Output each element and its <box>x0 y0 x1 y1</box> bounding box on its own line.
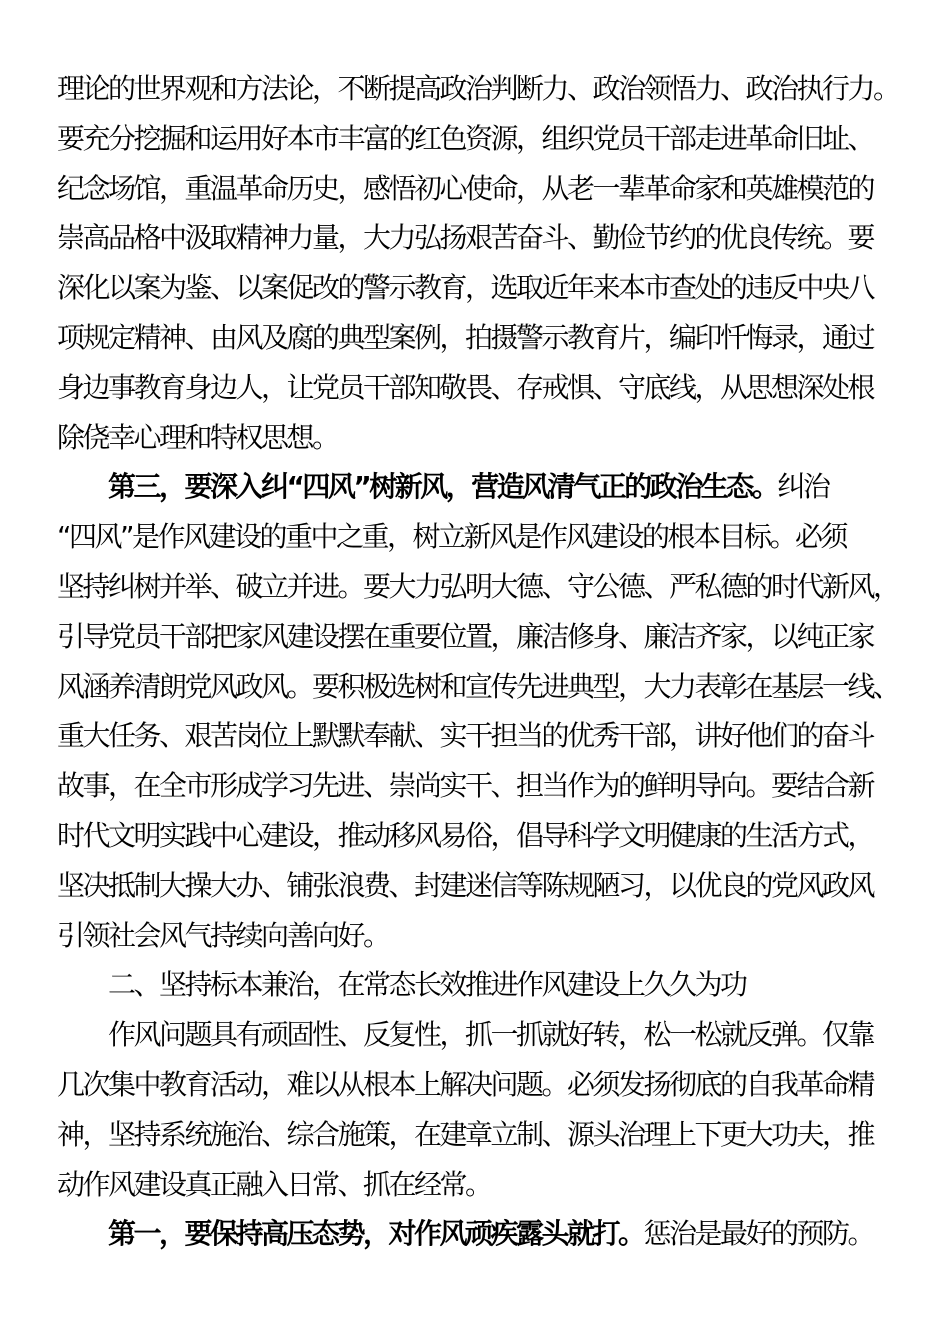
text-line <box>57 213 917 263</box>
text-line <box>57 164 917 214</box>
body-text: 坚决抵制大操大办、铺张浪费、封建迷信等陈规陋习，以优良的党风政风 <box>57 868 874 902</box>
body-text: 神，坚持系统施治、综合施策，在建章立制、源头治理上下更大功夫，推 <box>57 1117 874 1151</box>
body-text: 二、坚持标本兼治，在常态长效推进作风建设上久久为功 <box>108 968 746 1002</box>
body-text: 动作风建设真正融入日常、抓在经常。 <box>57 1167 491 1201</box>
body-text: 故事，在全市形成学习先进、崇尚实干、担当作为的鲜明导向。要结合新 <box>57 769 874 803</box>
heading-text: 第三，要深入纠“四风”树新风，营造风清气正的政治生态。 <box>108 470 778 504</box>
text-line <box>57 1010 917 1060</box>
text-line <box>57 1160 917 1210</box>
body-text: 项规定精神、由风及腐的典型案例，拍摄警示教育片，编印忏悔录，通过 <box>57 320 874 354</box>
text-line <box>57 711 917 761</box>
body-text: 风涵养清朗党风政风。要积极选树和宣传先进典型，大力表彰在基层一线、 <box>57 669 899 703</box>
body-text: 引领社会风气持续向善向好。 <box>57 918 389 952</box>
body-text: 作风问题具有顽固性、反复性，抓一抓就好转，松一松就反弹。仅靠 <box>108 1018 874 1052</box>
text-line <box>57 1209 917 1259</box>
text-line <box>57 363 917 413</box>
heading-text: 第一，要保持高压态势，对作风顽疾露头就打。 <box>108 1217 644 1251</box>
body-text: 身边事教育身边人，让党员干部知敬畏、存戒惧、守底线，从思想深处根 <box>57 370 874 404</box>
text-line <box>57 64 917 114</box>
body-text: 纪念场馆，重温革命历史，感悟初心使命，从老一辈革命家和英雄模范的 <box>57 171 874 205</box>
text-line <box>57 413 917 463</box>
body-text: 要充分挖掘和运用好本市丰富的红色资源，组织党员干部走进革命旧址、 <box>57 121 874 155</box>
text-line <box>57 811 917 861</box>
body-text: 理论的世界观和方法论，不断提高政治判断力、政治领悟力、政治执行力。 <box>57 72 899 105</box>
body-text: 几次集中教育活动，难以从根本上解决问题。必须发扬彻底的自我革命精 <box>57 1067 874 1101</box>
text-line <box>57 562 917 612</box>
text-line <box>57 512 917 562</box>
body-text: 坚持纠树并举、破立并进。要大力弘明大德、守公德、严私德的时代新风， <box>57 569 899 603</box>
text-line <box>57 911 917 961</box>
body-text: 时代文明实践中心建设，推动移风易俗，倡导科学文明健康的生活方式， <box>57 818 874 852</box>
body-text: 崇高品格中汲取精神力量，大力弘扬艰苦奋斗、勤俭节约的优良传统。要 <box>57 221 874 255</box>
body-text: 引导党员干部把家风建设摆在重要位置，廉洁修身、廉洁齐家，以纯正家 <box>57 619 874 653</box>
text-line <box>57 761 917 811</box>
body-text: 惩治是最好的预防。 <box>643 1217 874 1251</box>
body-text: 纠治 <box>777 470 829 504</box>
text-line <box>57 1060 917 1110</box>
text-line <box>57 1110 917 1160</box>
text-line <box>57 263 917 313</box>
body-text: 深化以案为鉴、以案促改的警示教育，选取近年来本市查处的违反中央八 <box>57 271 874 305</box>
document-text-content <box>57 64 917 1259</box>
text-line <box>57 462 917 512</box>
text-line <box>57 114 917 164</box>
body-text: 重大任务、艰苦岗位上默默奉献、实干担当的优秀干部，讲好他们的奋斗 <box>57 719 874 753</box>
text-line <box>57 612 917 662</box>
text-line <box>57 313 917 363</box>
text-line <box>57 960 917 1010</box>
body-text: 除侥幸心理和特权思想。 <box>57 420 338 454</box>
text-line <box>57 861 917 911</box>
body-text: “四风”是作风建设的重中之重，树立新风是作风建设的根本目标。必须 <box>57 520 847 554</box>
text-line <box>57 662 917 712</box>
